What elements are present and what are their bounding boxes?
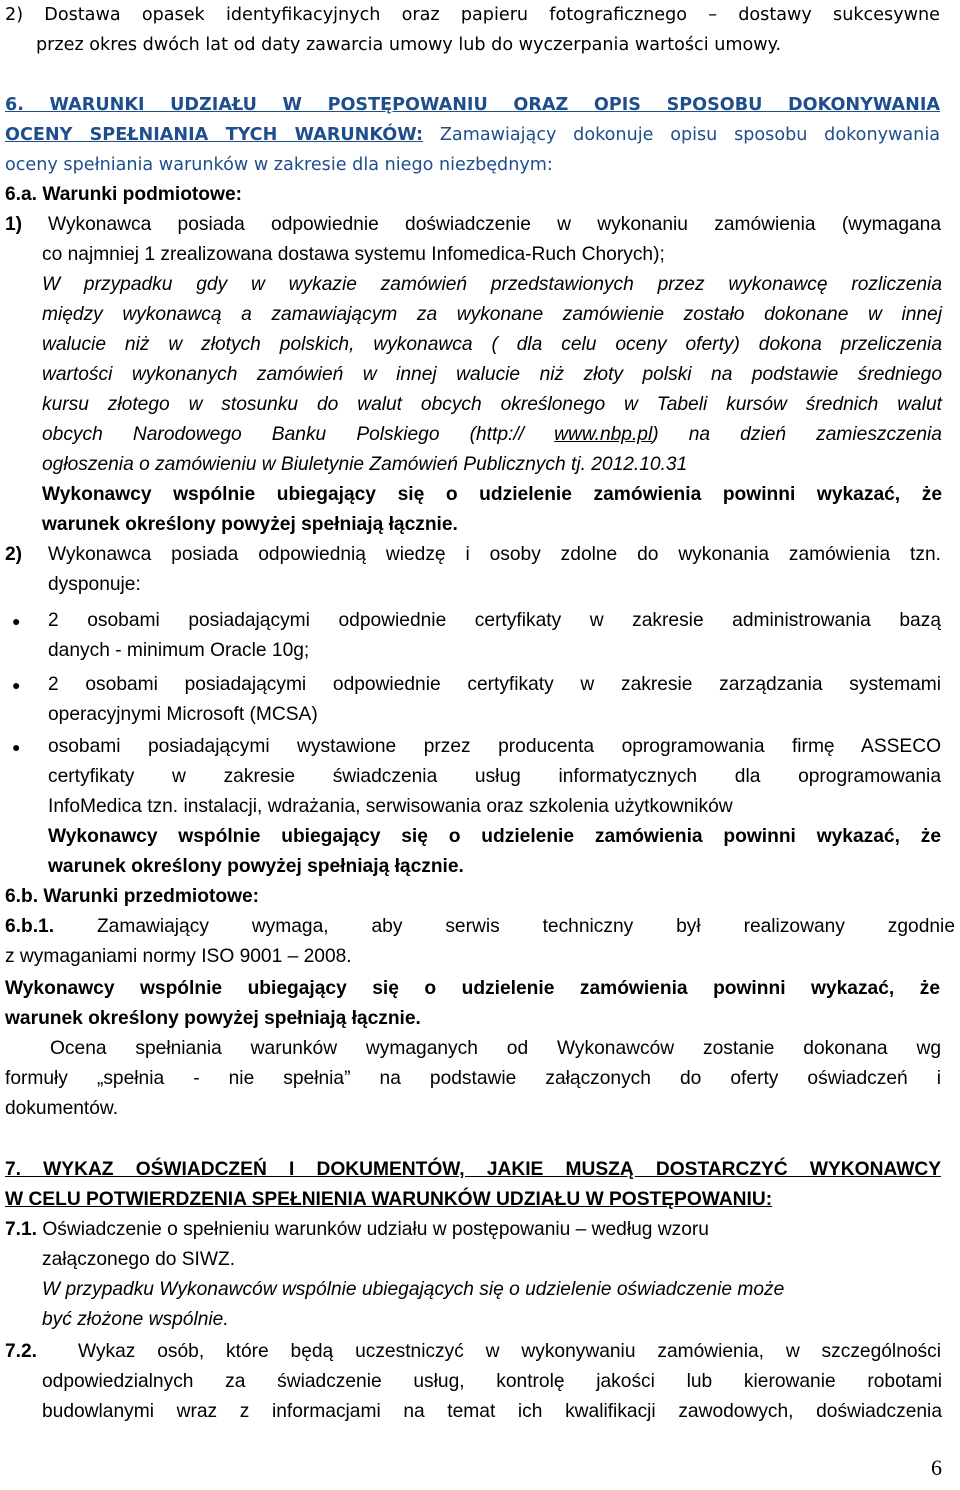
bullet-dot: ● <box>12 613 21 629</box>
s7-p2-line1: Wykaz osób, które będą uczestniczyć w wykonywaniu zamówienia, w szczególności <box>78 1341 941 1362</box>
s6a-italic-line5: kursu złotego w stosunku do walut obcych określonego w Tabeli kursów średnich walut <box>42 394 942 415</box>
s6b-ocena-line3: dokumentów. <box>5 1098 119 1119</box>
bullet-3-line2: certyfikaty w zakresie świadczenia usług informatycznych dla oprogramowania <box>48 766 941 787</box>
bullet-dot: ● <box>12 739 21 755</box>
bullet-2-line2: operacyjnymi Microsoft (MCSA) <box>48 704 318 725</box>
s7-heading-line2: W CELU POTWIERDZENIA SPEŁNIENIA WARUNKÓW UDZIAŁU W POSTĘPOWANIU: <box>5 1189 773 1210</box>
s6a-joint-line2: warunek określony powyżej spełniają łącznie. <box>42 514 458 535</box>
s7-p1-line1: 7.1. Oświadczenie o spełnieniu warunków udziału w postępowaniu – według wzoru <box>5 1219 709 1240</box>
s6a-italic-line1: W przypadku gdy w wykazie zamówień przedstawionych przez wykonawcę rozliczenia <box>42 274 942 295</box>
page-number: 6 <box>931 1455 942 1480</box>
s6-heading-line3: oceny spełniania warunków w zakresie dla niego niezbędnym: <box>5 155 553 175</box>
s2-line2: przez okres dwóch lat od daty zawarcia umowy lub do wyczerpania wartości umowy. <box>36 35 782 55</box>
s6b-ocena-line1: Ocena spełniania warunków wymaganych od Wykonawców zostanie dokonana wg <box>50 1038 941 1059</box>
bullet-3-line1: osobami posiadającymi wystawione przez producenta oprogramowania firmę ASSECO <box>48 736 941 757</box>
bullet-2-line1: 2 osobami posiadającymi odpowiednie certyfikaty w zakresie zarządzania systemami <box>48 674 941 695</box>
s6a-italic-line4: wartości wykonanych zamówień w innej walucie niż złoty polski na podstawie średniego <box>42 364 942 385</box>
s2-line1: 2) Dostawa opasek identyfikacyjnych oraz papieru fotograficznego – dostawy sukcesywne <box>5 5 940 25</box>
s7-p2-line3: budowlanymi wraz z informacjami na temat ich kwalifikacji zawodowych, doświadczenia <box>42 1401 942 1422</box>
s6b-p1-line1: 6.b.1. Zamawiający wymaga, aby serwis techniczny był realizowany zgodnie <box>5 916 955 937</box>
s6a-p1-line1: Wykonawca posiada odpowiednie doświadczenie w wykonaniu zamówienia (wymagana <box>48 214 941 235</box>
s6a-title: 6.a. Warunki podmiotowe: <box>5 184 243 205</box>
s6b-joint-line1: Wykonawcy wspólnie ubiegający się o udzielenie zamówienia powinni wykazać, że <box>5 978 940 999</box>
s6a-joint2-line2: warunek określony powyżej spełniają łącznie. <box>48 856 464 877</box>
s6b-ocena-line2: formuły „spełnia - nie spełnia” na podstawie załączonych do oferty oświadczeń i <box>5 1068 941 1089</box>
bullet-dot: ● <box>12 677 21 693</box>
s6a-p1-line2: co najmniej 1 zrealizowana dostawa systemu Infomedica-Ruch Chorych); <box>42 244 665 265</box>
s6-heading-line1: 6. WARUNKI UDZIAŁU W POSTĘPOWANIU ORAZ OPIS SPOSOBU DOKONYWANIA <box>5 95 940 115</box>
s7-p1-italic-line2: być złożone wspólnie. <box>42 1309 229 1330</box>
s6a-p2-line2: dysponuje: <box>48 574 141 595</box>
bullet-1-line1: 2 osobami posiadającymi odpowiednie certyfikaty w zakresie administrowania bazą <box>48 610 941 631</box>
s6a-italic-line3: walucie niż w złotych polskich, wykonawca ( dla celu oceny oferty) dokona przeliczenia <box>42 334 942 355</box>
s7-heading-line1: 7. WYKAZ OŚWIADCZEŃ I DOKUMENTÓW, JAKIE MUSZĄ DOSTARCZYĆ WYKONAWCY <box>5 1159 941 1180</box>
s6a-italic-line6: obcych Narodowego Banku Polskiego (http:// www.nbp.pl) na dzień zamieszczenia <box>42 424 942 445</box>
s6b-p1-line2: z wymaganiami normy ISO 9001 – 2008. <box>5 946 352 967</box>
s6b-title: 6.b. Warunki przedmiotowe: <box>5 886 260 907</box>
s7-p2-num: 7.2. <box>5 1341 38 1362</box>
s6a-joint2-line1: Wykonawcy wspólnie ubiegający się o udzielenie zamówienia powinni wykazać, że <box>48 826 941 847</box>
nbp-link[interactable]: www.nbp.pl <box>554 424 653 445</box>
bullet-3-line3: InfoMedica tzn. instalacji, wdrażania, serwisowania oraz szkolenia użytkowników <box>48 796 733 817</box>
s6a-joint-line1: Wykonawcy wspólnie ubiegający się o udzielenie zamówienia powinni wykazać, że <box>42 484 942 505</box>
bullet-1-line2: danych - minimum Oracle 10g; <box>48 640 310 661</box>
s6a-italic-line2: między wykonawcą a zamawiającym za wykonane zamówienie zostało dokonane w innej <box>42 304 942 325</box>
s6a-italic-line7: ogłoszenia o zamówieniu w Biuletynie Zamówień Publicznych tj. 2012.10.31 <box>42 454 688 475</box>
s6a-p2-num: 2) <box>5 544 23 565</box>
s6b-joint-line2: warunek określony powyżej spełniają łącznie. <box>5 1008 421 1029</box>
s6-heading-line2: OCENY SPEŁNIANIA TYCH WARUNKÓW: Zamawiający dokonuje opisu sposobu dokonywania <box>5 125 940 145</box>
s7-p1-italic-line1: W przypadku Wykonawców wspólnie ubiegających się o udzielenie oświadczenie może <box>42 1279 785 1300</box>
s6a-p1-num: 1) <box>5 214 23 235</box>
s6a-p2-line1: Wykonawca posiada odpowiednią wiedzę i osoby zdolne do wykonania zamówienia tzn. <box>48 544 941 565</box>
s7-p1-line2: załączonego do SIWZ. <box>42 1249 236 1270</box>
s7-p2-line2: odpowiedzialnych za świadczenie usług, kontrolę jakości lub kierowanie robotami <box>42 1371 942 1392</box>
